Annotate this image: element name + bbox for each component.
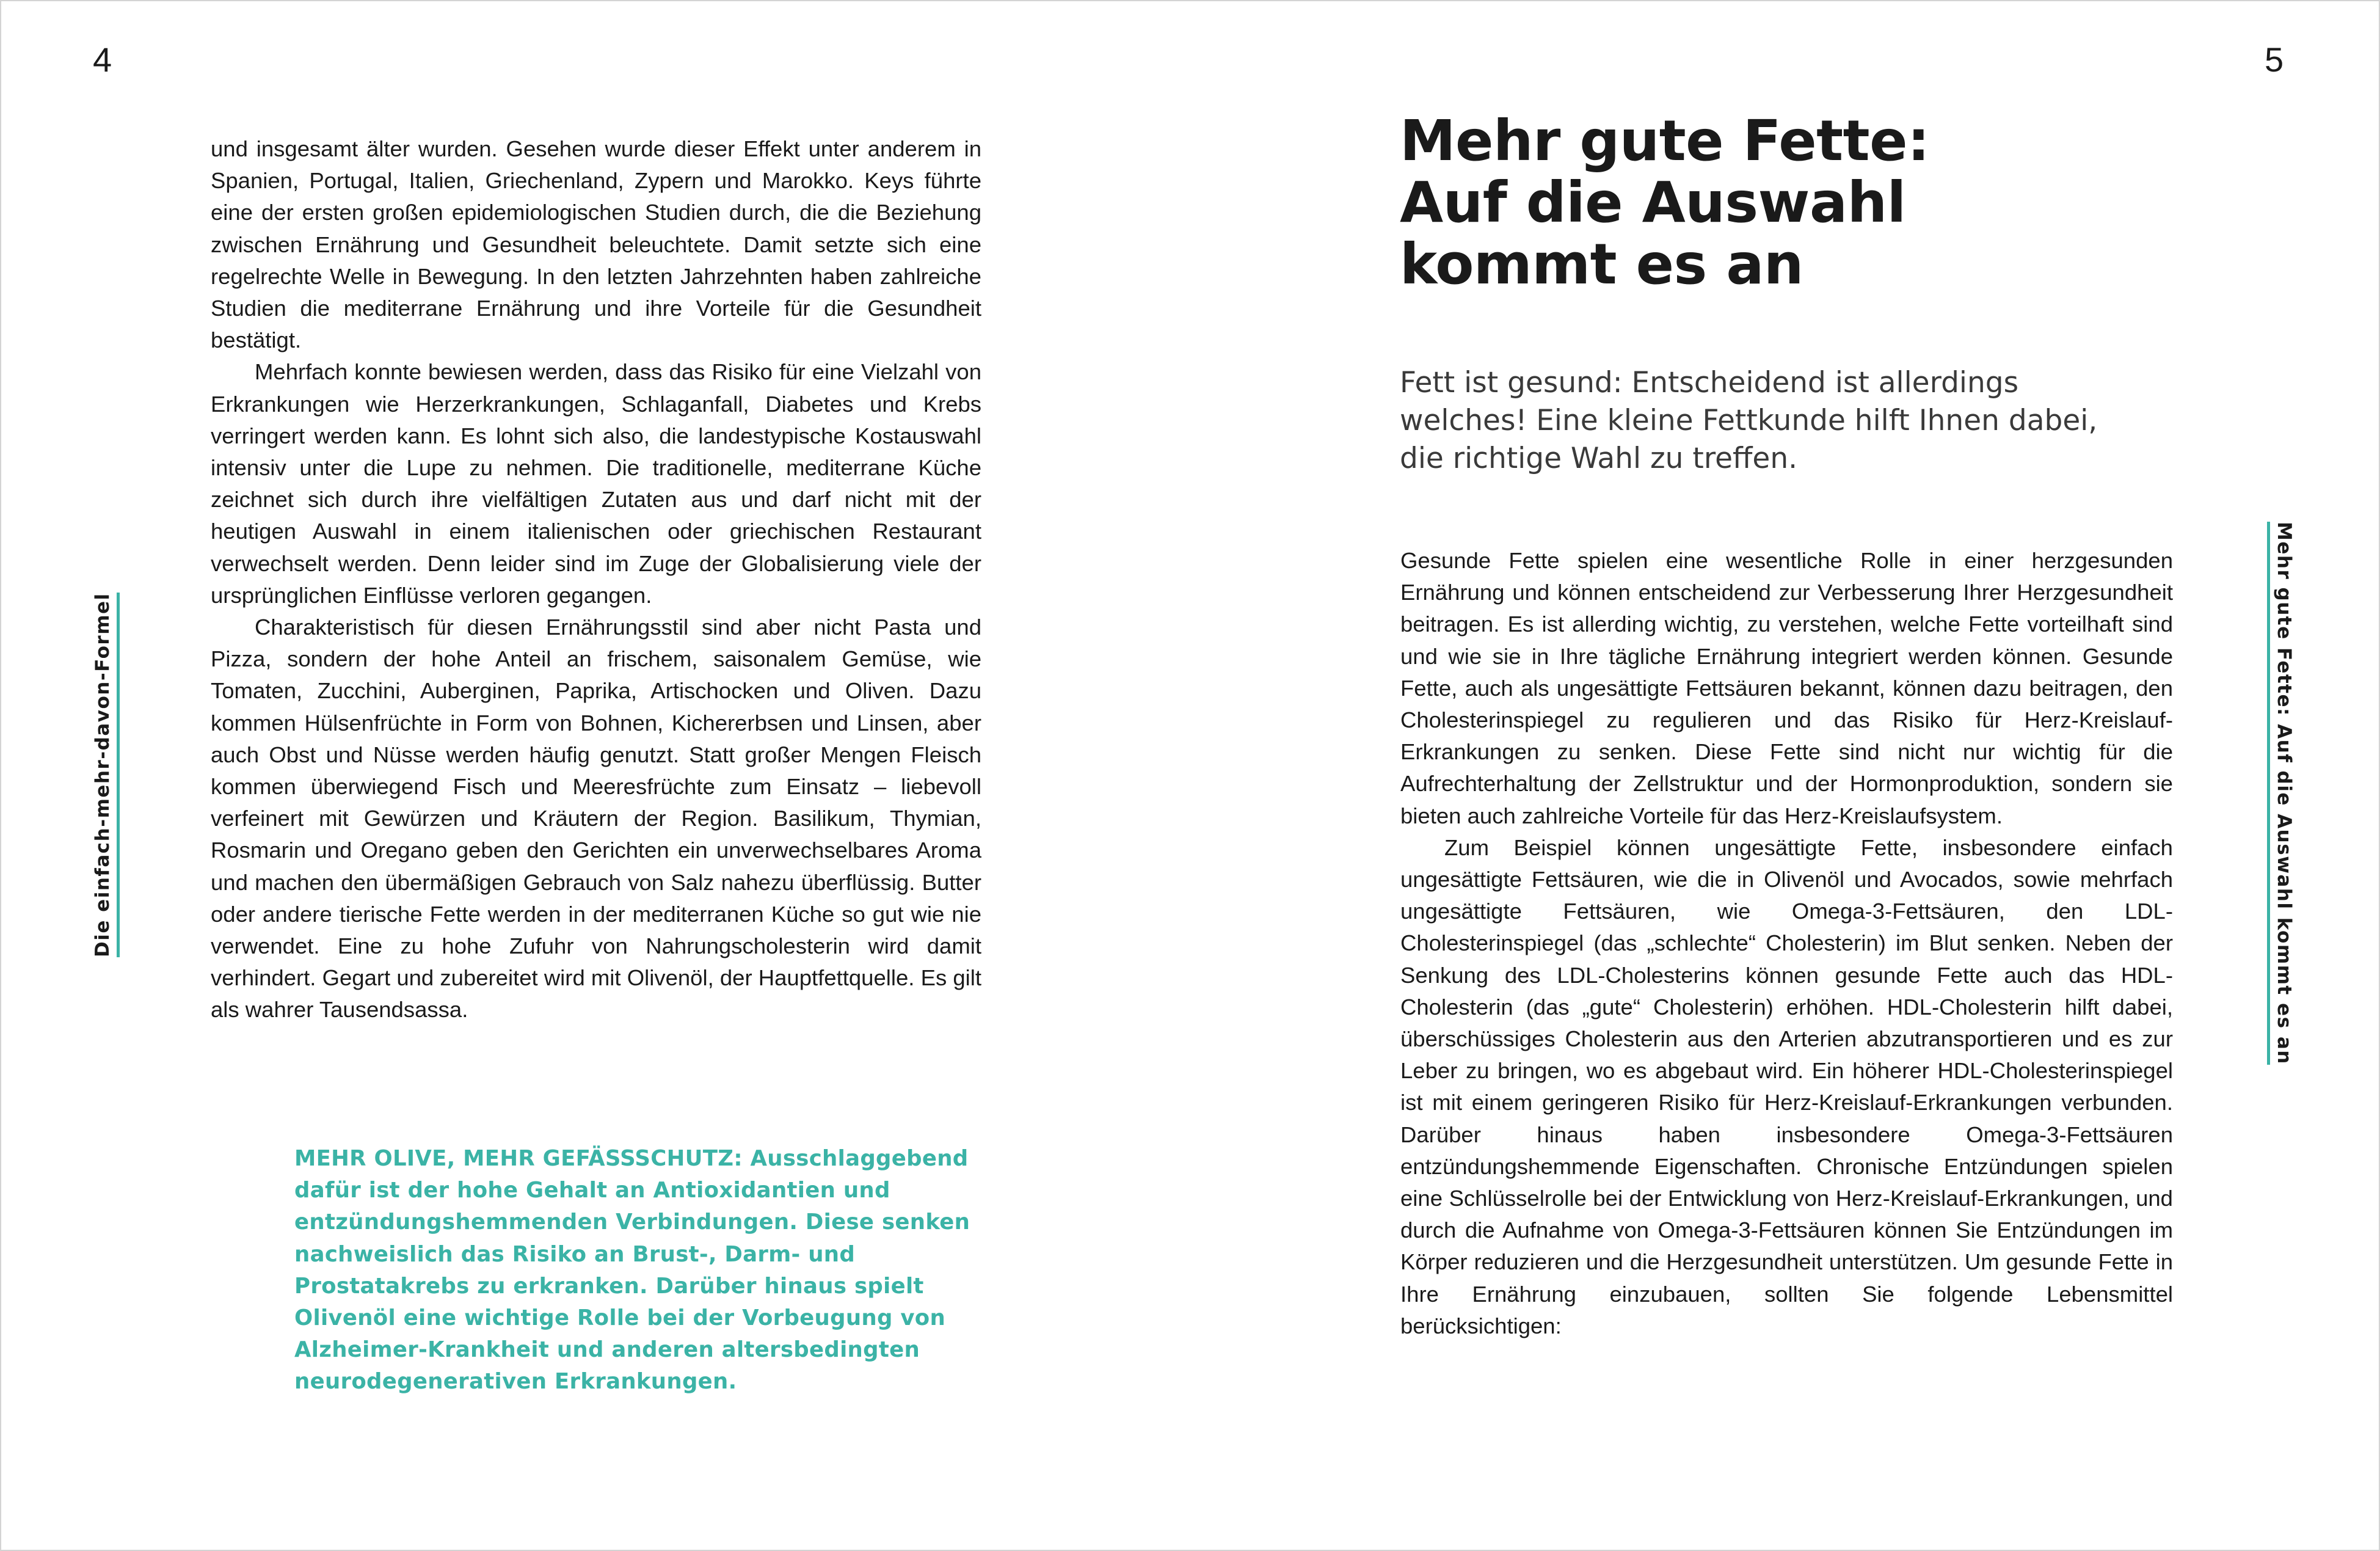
right-body-text [1400,545,2173,1342]
page-number-right: 5 [2265,40,2284,79]
headline-line-2: Auf die Auswahl [1400,170,1906,235]
headline-line-3: kommt es an [1400,232,1803,297]
chapter-intro [1400,364,2194,478]
running-header-right-text: Mehr gute Fette: Auf die Auswahl kommt es an [2273,522,2295,1065]
running-header-right [2267,522,2295,1065]
left-paragraph-3: Charakteristisch für diesen Ernährungsstil sind aber nicht Pasta und Pizza, sondern der hohe Anteil an frischem, saisonalem Gemüse, wie Tomaten, Zucchini, Auberginen, Paprika, Artischocken und Oliven. Dazu kommen Hülsenfrüchte in Form von Bohnen, Kichererbsen und Linsen, aber auch Obst und Nüsse werden häufig genutzt. Statt großer Mengen Fleisch kommen überwiegend Fisch und Meeresfrüchte zum Einsatz – liebevoll verfeinert mit Gewürzen und Kräutern der Region. Basilikum, Thymian, Rosmarin und Oregano geben den Gerichten ein unverwechselbares Aroma und machen den übermäßigen Gebrauch von Salz nahezu überflüssig. Butter oder andere tierische Fette werden in der mediterranen Küche so gut wie nie verwendet. Eine zu hohe Zufuhr von Nahrungscholesterin wird damit verhindert. Gegart und zubereitet wird mit Olivenöl, der Hauptfettquelle. Es gilt als wahrer Tausendsassa. [211,615,981,1023]
chapter-headline [1400,110,2255,295]
right-paragraph-2: Zum Beispiel können ungesättigte Fette, insbesondere einfach ungesättigte Fettsäuren, wie die in Olivenöl und Avocados, sowie mehrfach ungesättigte Fettsäuren, wie Omega-3-Fettsäuren, den LDL-Cholesterinspiegel (das „schlechte“ Cholesterin) im Blut senken. Neben der Senkung des LDL-Cholesterins können gesunde Fette auch das HDL-Cholesterin (das „gute“ Cholesterin) erhöhen. HDL-Cholesterin hilft dabei, überschüssiges Cholesterin aus den Arterien abzutransportieren und es zur Leber zu bringen, wo es abgebaut wird. Ein höherer HDL-Cholesterinspiegel ist mit einem geringeren Risiko für Herz-Kreislauf-Erkrankungen verbunden. Darüber hinaus haben insbesondere Omega-3-Fettsäuren entzündungshemmende Eigenschaften. Chronische Entzündungen spielen eine Schlüsselrolle bei der Entwicklung von Herz-Kreislauf-Erkrankungen, und durch die Aufnahme von Omega-3-Fettsäuren können Sie Entzündungen im Körper reduzieren und die Herzgesundheit unterstützen. Um gesunde Fette in Ihre Ernährung einzubauen, sollten Sie folgende Lebensmittel berücksichtigen: [1400,834,2173,1338]
intro-line-1: Fett ist gesund: Entscheidend ist allerdings [1400,366,2019,400]
running-header-left-rule [117,593,120,957]
running-header-left [92,593,120,957]
olive-info-box: MEHR OLIVE, MEHR GEFÄSSSCHUTZ: Ausschlaggebend dafür ist der hohe Gehalt an Antioxidantien und entzündungshemmenden Verbindungen. Diese senken nachweislich das Risiko an Brust-, Darm- und Prostatakrebs zu erkranken. Darüber hinaus spielt Olivenöl eine wichtige Rolle bei der Vorbeugung von Alzheimer-Krankheit und anderen altersbedingten neurodegenerativen Erkrankungen. [294,1146,970,1395]
intro-line-2: welches! Eine kleine Fettkunde hilft Ihnen dabei, [1400,404,2098,437]
left-paragraph-2: Mehrfach konnte bewiesen werden, dass das Risiko für eine Vielzahl von Erkrankungen wie Herzerkrankungen, Schlaganfall, Diabetes und Krebs verringert werden kann. Es lohnt sich also, die landestypische Kostauswahl intensiv unter die Lupe zu nehmen. Die traditionelle, mediterrane Küche zeichnet sich durch ihre vielfältigen Zutaten aus und darf nicht mit der heutigen Auswahl in einem italienischen oder griechischen Restaurant verwechselt werden. Denn leider sind im Zuge der Globalisierung viele der ursprünglichen Einflüsse verloren gegangen. [211,359,981,608]
left-body-text [211,133,981,1026]
right-paragraph-1: Gesunde Fette spielen eine wesentliche Rolle in einer herzgesunden Ernährung und können entscheidend zur Verbesserung Ihrer Herzgesundheit beitragen. Es ist allerding wichtig, zu verstehen, welche Fette vorteilhaft sind und wie sie in Ihre tägliche Ernährung integriert werden können. Gesunde Fette, auch als ungesättigte Fettsäuren bekannt, können dazu beitragen, den Cholesterinspiegel zu regulieren und das Risiko für Herz-Kreislauf-Erkrankungen zu senken. Diese Fette sind nicht nur wichtig für die Aufrechterhaltung der Zellstruktur und der Hormonproduktion, sondern sie bieten auch zahlreiche Vorteile für das Herz-Kreislaufsystem. [1400,548,2173,828]
running-header-right-rule [2267,522,2270,1065]
left-paragraph-1: und insgesamt älter wurden. Gesehen wurde dieser Effekt unter anderem in Spanien, Portugal, Italien, Griechenland, Zypern und Marokko. Keys führte eine der ersten großen epidemiologischen Studien durch, die die Beziehung zwischen Ernährung und Gesundheit beleuchtete. Damit setzte sich eine regelrechte Welle in Bewegung. In den letzten Jahrzehnten haben zahlreiche Studien die mediterrane Ernährung und ihre Vorteile für die Gesundheit bestätigt. [211,136,981,353]
page-number-left: 4 [93,40,112,79]
running-header-left-text: Die einfach-mehr-davon-Formel [92,593,114,957]
headline-line-1: Mehr gute Fette: [1400,108,1930,173]
intro-line-3: die richtige Wahl zu treffen. [1400,442,1798,475]
